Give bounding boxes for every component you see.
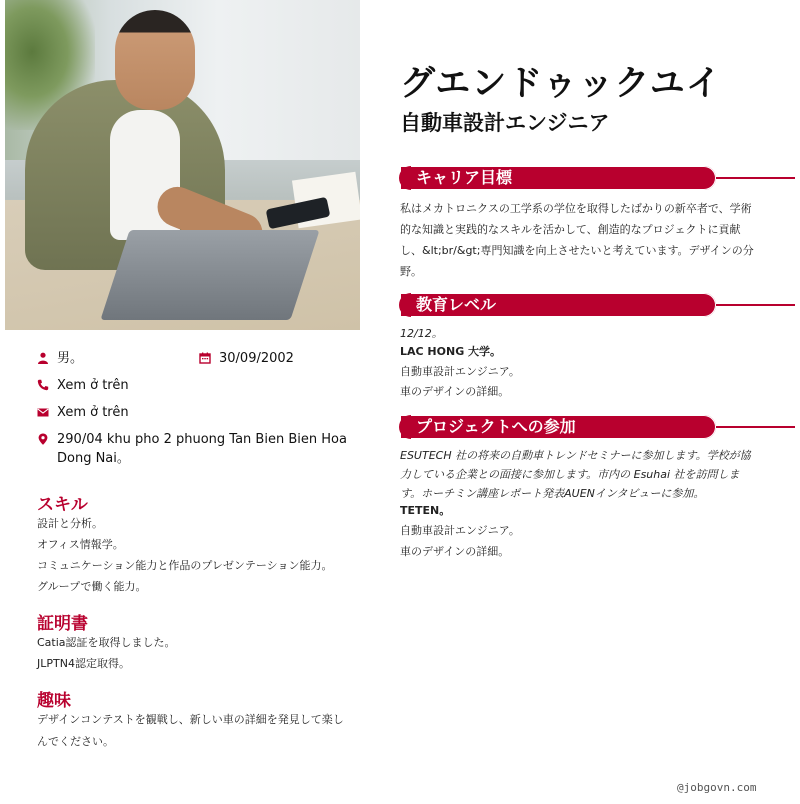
- job-title: 自動車設計エンジニア: [400, 111, 610, 135]
- birthdate-text: 30/09/2002: [219, 351, 294, 366]
- skills-heading: スキル: [37, 495, 88, 515]
- skill-item: コミュニケーション能力と作品のプレゼンテーション能力。: [37, 559, 333, 572]
- phone-icon: [37, 379, 49, 391]
- certificate-item: Catia認証を取得しました。: [37, 636, 176, 649]
- skill-item: オフィス情報学。: [37, 538, 124, 551]
- hobby-line: デザインコンテストを観戦し、新しい車の詳細を発見して楽し: [37, 713, 344, 726]
- education-major: 自動車設計エンジニア。: [400, 365, 520, 378]
- hobbies-heading: 趣味: [37, 691, 71, 711]
- project-line: 力している企業との面接に参加します。市内の Esuhai 社を訪問しま: [400, 468, 740, 481]
- project-line: ESUTECH 社の将来の自動車トレンドセミナーに参加します。学校が協: [400, 449, 751, 462]
- phone-row: [37, 376, 129, 395]
- certificates-heading: 証明書: [37, 614, 88, 634]
- email-text: Xem ở trên: [57, 405, 129, 420]
- hobby-line: んでください。: [37, 735, 114, 748]
- projects-description: [400, 446, 768, 503]
- gender-row: [37, 349, 83, 368]
- projects-heading: プロジェクトへの参加: [416, 417, 576, 436]
- gender-text: 男。: [57, 351, 84, 366]
- email-row: [37, 403, 129, 422]
- address-text: 290/04 khu pho 2 phuong Tan Bien Bien Hoa Dong Nai。: [57, 432, 347, 466]
- project-org: TETEN。: [400, 504, 451, 517]
- projects-section-header: [400, 415, 795, 439]
- skill-item: グループで働く能力。: [37, 580, 147, 593]
- address-row: [37, 430, 357, 468]
- phone-text: Xem ở trên: [57, 378, 129, 393]
- skill-item: 設計と分析。: [37, 517, 103, 530]
- career-line: し、&lt;br/&gt;専門知識を向上させたいと考えています。デザインの分: [400, 244, 754, 257]
- project-detail: 車のデザインの詳細。: [400, 545, 510, 558]
- education-section-header: [400, 293, 795, 317]
- career-text: [400, 198, 768, 282]
- career-line: 野。: [400, 265, 422, 278]
- project-role: 自動車設計エンジニア。: [400, 524, 520, 537]
- person-icon: [37, 352, 49, 364]
- career-line: 的な知識と実践的なスキルを活かして、創造的なプロジェクトに貢献: [400, 223, 741, 236]
- education-detail: 車のデザインの詳細。: [400, 385, 510, 398]
- education-date: 12/12。: [400, 327, 443, 340]
- education-heading: 教育レベル: [416, 295, 497, 314]
- education-school: LAC HONG 大学。: [400, 345, 502, 358]
- profile-photo: [5, 0, 360, 330]
- email-icon: [37, 406, 49, 418]
- career-section-header: [400, 166, 795, 190]
- birthdate-row: [199, 349, 294, 368]
- career-line: 私はメカトロニクスの工学系の学位を取得したばかりの新卒者で、学術: [400, 202, 752, 215]
- career-heading: キャリア目標: [416, 168, 513, 187]
- project-line: す。ホーチミン講座レポート発表AUENインタビューに参加。: [400, 487, 705, 500]
- watermark: @jobgovn.com: [677, 781, 757, 794]
- calendar-icon: [199, 352, 211, 364]
- certificate-item: JLPTN4認定取得。: [37, 657, 130, 670]
- location-icon: [37, 433, 49, 445]
- candidate-name: グエンドゥックユイ: [400, 64, 722, 104]
